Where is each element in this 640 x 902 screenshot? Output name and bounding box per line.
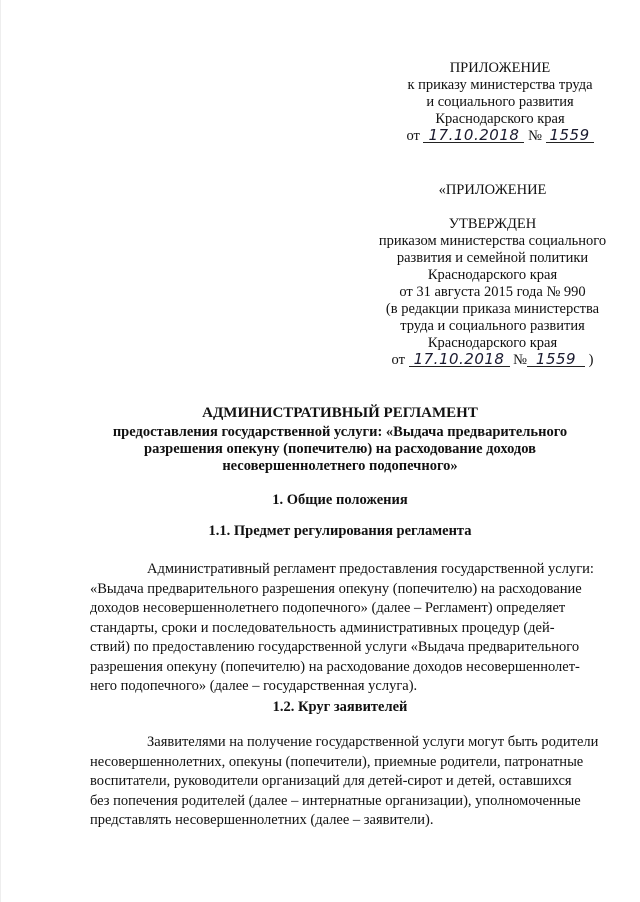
handwritten-number: 1559 xyxy=(546,128,594,143)
approval-date-line xyxy=(355,352,630,369)
approved-label: УТВЕРЖДЕН xyxy=(448,216,537,232)
paragraph-line: воспитатели, руководители организаций для детей-сирот и детей, оставшихся xyxy=(90,773,572,789)
title-subtitle: несовершеннолетнего подопечного» xyxy=(222,458,458,474)
appendix-line: и социального развития xyxy=(426,94,574,110)
section-heading: 1. Общие положения xyxy=(272,492,408,508)
subsection-heading: 1.2. Круг заявителей xyxy=(272,699,408,715)
paragraph-line: него подопечного» (далее – государственная услуга). xyxy=(90,678,418,694)
paragraph-line: несовершеннолетних, опекуны (попечители), приемные родители, патронатные xyxy=(90,753,584,770)
approval-line: от 31 августа 2015 года № 990 xyxy=(399,284,586,300)
handwritten-date: 17.10.2018 xyxy=(423,128,524,143)
approval-line: труда и социального развития xyxy=(400,318,585,334)
approval-line: Краснодарского края xyxy=(427,267,558,283)
page-edge xyxy=(0,0,1,902)
appendix-date-line xyxy=(385,128,615,145)
number-prefix: № xyxy=(528,128,542,144)
appendix-title: ПРИЛОЖЕНИЕ xyxy=(449,60,551,76)
paragraph-line: разрешения опекуну (попечителю) на расходование доходов несовершеннолет- xyxy=(90,658,580,675)
appendix-line: Краснодарского края xyxy=(435,111,565,127)
approval-line: приказом министерства социального xyxy=(378,233,607,249)
approval-line: Краснодарского края xyxy=(427,335,558,351)
approval-line: (в редакции приказа министерства xyxy=(385,301,600,317)
handwritten-number: 1559 xyxy=(527,352,585,367)
paragraph-line: доходов несовершеннолетнего подопечного» (далее – Регламент) определяет xyxy=(90,600,566,616)
paragraph-subject xyxy=(90,560,610,697)
title-main: АДМИНИСТРАТИВНЫЙ РЕГЛАМЕНТ xyxy=(202,405,478,421)
appendix-header xyxy=(385,60,615,145)
paragraph-line: стандарты, сроки и последовательность административных процедур (дей- xyxy=(90,619,555,636)
date-prefix: от xyxy=(391,352,405,368)
paragraph-line: «Выдача предварительного разрешения опекуну (попечителю) на расходование xyxy=(90,580,582,597)
appendix-line: к приказу министерства труда xyxy=(407,77,593,93)
paragraph-applicants xyxy=(90,733,610,831)
date-prefix: от xyxy=(406,128,420,144)
title-subtitle: разрешения опекуну (попечителю) на расходование доходов xyxy=(144,441,536,457)
closing-paren: ) xyxy=(588,352,594,368)
approval-line: развития и семейной политики xyxy=(396,250,589,266)
handwritten-date: 17.10.2018 xyxy=(409,352,510,367)
paragraph-line: Административный регламент предоставления государственной услуги: xyxy=(147,561,594,577)
title-subtitle: предоставления государственной услуги: «Выдача предварительного xyxy=(112,424,568,440)
number-prefix: № xyxy=(513,352,528,368)
subsection-heading: 1.1. Предмет регулирования регламента xyxy=(208,523,472,539)
paragraph-line: Заявителями на получение государственной услуги могут быть родители xyxy=(147,734,599,750)
document-title xyxy=(40,405,640,475)
paragraph-line: ствий) по предоставлению государственной услуги «Выдача предварительного xyxy=(90,639,580,655)
paragraph-line: без попечения родителей (далее – интернатные организации), уполномоченные xyxy=(90,792,581,809)
approval-header xyxy=(355,182,630,369)
paragraph-line: представлять несовершеннолетних (далее – заявители). xyxy=(90,812,434,828)
approval-appendix-title: «ПРИЛОЖЕНИЕ xyxy=(438,182,547,198)
